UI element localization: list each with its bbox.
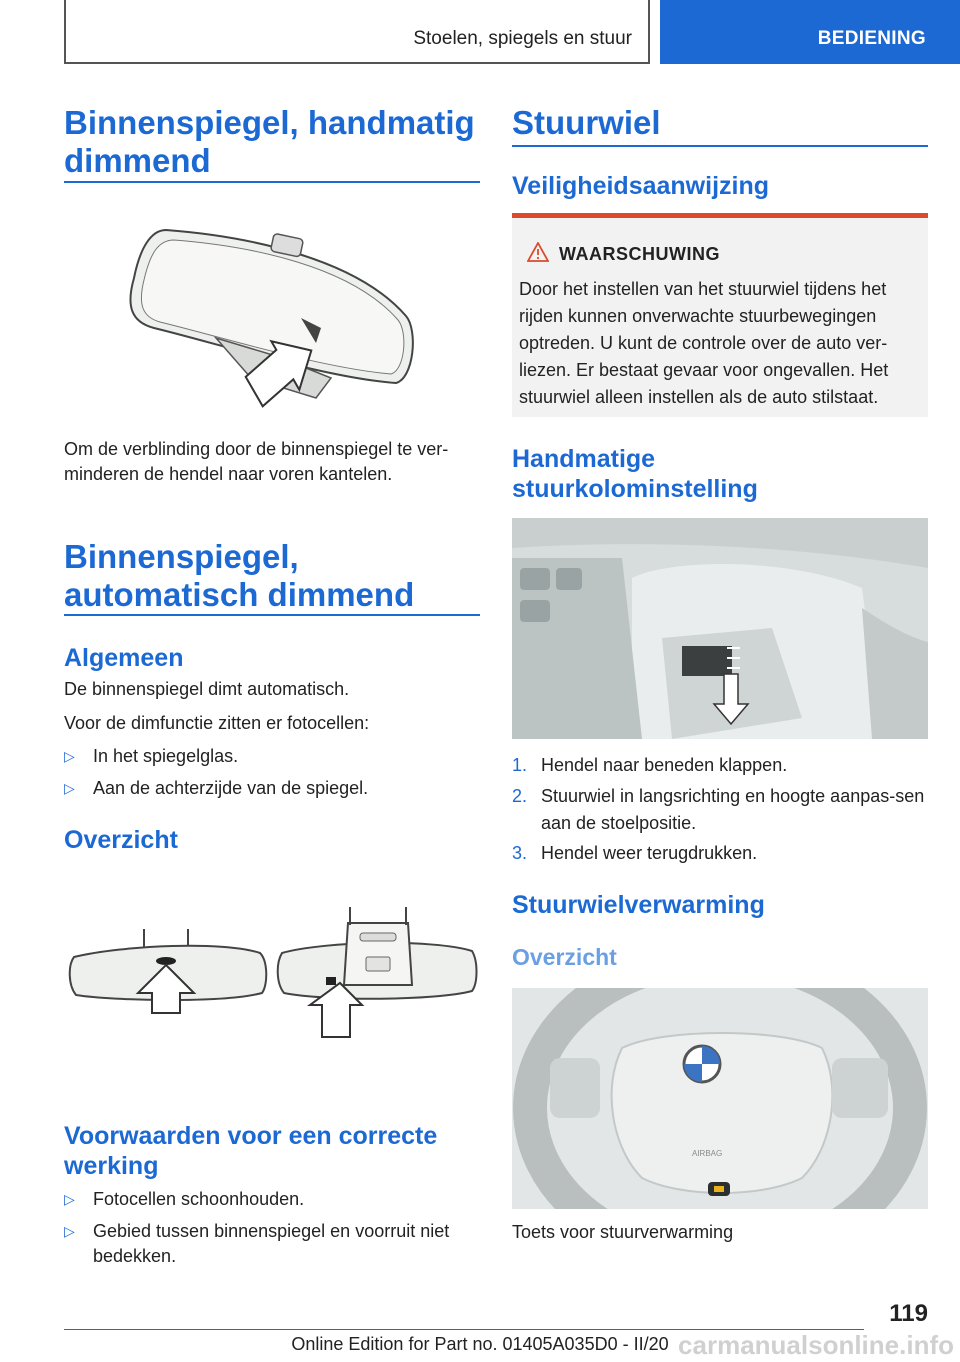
heading-rule xyxy=(64,181,480,183)
warning-title: WAARSCHUWING xyxy=(559,244,720,264)
list-item xyxy=(64,1219,480,1269)
manual-dimming-text: Om de verblinding door de binnenspiegel te ver-minderen de hendel naar voren kantelen. xyxy=(64,439,449,484)
heading-manual-column-adjustment xyxy=(512,444,758,504)
watermark: carmanualsonline.info xyxy=(678,1330,954,1360)
heading-manual-dimming-line1: Binnenspiegel, handmatig xyxy=(64,104,475,141)
heading-overview: Overzicht xyxy=(64,826,178,854)
heading-manual-dimming-line2: dimmend xyxy=(64,142,211,179)
list-item xyxy=(512,752,928,779)
heading-wheel-heating: Stuurwielverwarming xyxy=(512,891,765,919)
list-item-text: In het spiegelglas. xyxy=(93,746,239,766)
heading-safety: Veiligheidsaanwijzing xyxy=(512,172,770,200)
list-item xyxy=(64,744,480,769)
warning-box xyxy=(512,213,928,417)
heading-auto-dimming xyxy=(64,538,414,614)
list-item xyxy=(64,776,480,801)
airbag-label: AIRBAG xyxy=(692,1149,723,1158)
header-chapter-label: BEDIENING xyxy=(817,28,926,49)
list-item-text: Gebied tussen binnenspiegel en voorruit niet bedekken. xyxy=(93,1221,450,1266)
list-item-number: 2. xyxy=(512,786,528,806)
header-chapter-tab[interactable] xyxy=(660,0,960,64)
heading-rule xyxy=(512,145,928,147)
warning-triangle-icon xyxy=(527,242,549,262)
footer-edition: Online Edition for Part no. 01405A035D0 - II/20 xyxy=(291,1334,669,1354)
heading-conditions-line2: werking xyxy=(64,1152,159,1180)
list-item xyxy=(512,783,928,837)
warning-text: Door het instellen van het stuurwiel tijdens het rijden kunnen onverwachte stuurbewegingen optreden. U kunt de controle over de auto ver-liezen. Er bestaat gevaar voor ongevallen. Het stuurwiel alleen instellen als de auto stilstaat. xyxy=(519,279,889,407)
heading-general: Algemeen xyxy=(64,644,184,672)
list-item-text: Aan de achterzijde van de spiegel. xyxy=(93,778,369,798)
triangle-bullet-icon: ▷ xyxy=(64,1223,75,1239)
steering-wheel-photo xyxy=(512,988,928,1209)
steering-wheel-drawing xyxy=(512,988,928,1209)
heading-conditions-line1: Voorwaarden voor een correcte xyxy=(64,1122,438,1150)
heading-manual-column-line1: Handmatige xyxy=(512,445,656,473)
heading-conditions xyxy=(64,1121,437,1181)
heading-auto-dimming-line1: Binnenspiegel, xyxy=(64,538,299,575)
heading-manual-column-line2: stuurkolominstelling xyxy=(512,475,758,503)
general-text-2: Voor de dimfunctie zitten er fotocellen: xyxy=(64,713,370,733)
page-number: 119 xyxy=(889,1300,928,1327)
list-item-number: 1. xyxy=(512,755,528,775)
list-item-text: Fotocellen schoonhouden. xyxy=(93,1189,305,1209)
steering-column-drawing xyxy=(512,518,928,739)
triangle-bullet-icon: ▷ xyxy=(64,748,75,764)
heading-manual-dimming xyxy=(64,104,475,180)
triangle-bullet-icon: ▷ xyxy=(64,780,75,796)
list-item xyxy=(64,1187,480,1212)
wheel-heating-caption: Toets voor stuurverwarming xyxy=(512,1222,734,1242)
photocell-mirror-illustration xyxy=(64,905,480,1045)
heading-auto-dimming-line2: automatisch dimmend xyxy=(64,576,415,613)
general-text-1: De binnenspiegel dimt automatisch. xyxy=(64,679,350,699)
list-item xyxy=(512,840,928,867)
list-item-text: Stuurwiel in langsrichting en hoogte aanpas-sen aan de stoelpositie. xyxy=(541,786,925,833)
mirror-drawing xyxy=(126,218,422,408)
manual-mirror-illustration xyxy=(126,218,422,408)
list-item-text: Hendel weer terugdrukken. xyxy=(541,843,758,863)
header-section-title: Stoelen, spiegels en stuur xyxy=(413,28,632,49)
triangle-bullet-icon: ▷ xyxy=(64,1191,75,1207)
list-item-text: Hendel naar beneden klappen. xyxy=(541,755,788,775)
photocell-drawing xyxy=(64,905,480,1045)
heading-heating-overview: Overzicht xyxy=(512,944,617,970)
list-item-number: 3. xyxy=(512,843,528,863)
steering-column-photo xyxy=(512,518,928,739)
header-section-box xyxy=(64,0,650,64)
heading-steering-wheel: Stuurwiel xyxy=(512,104,661,141)
heading-rule xyxy=(64,614,480,616)
